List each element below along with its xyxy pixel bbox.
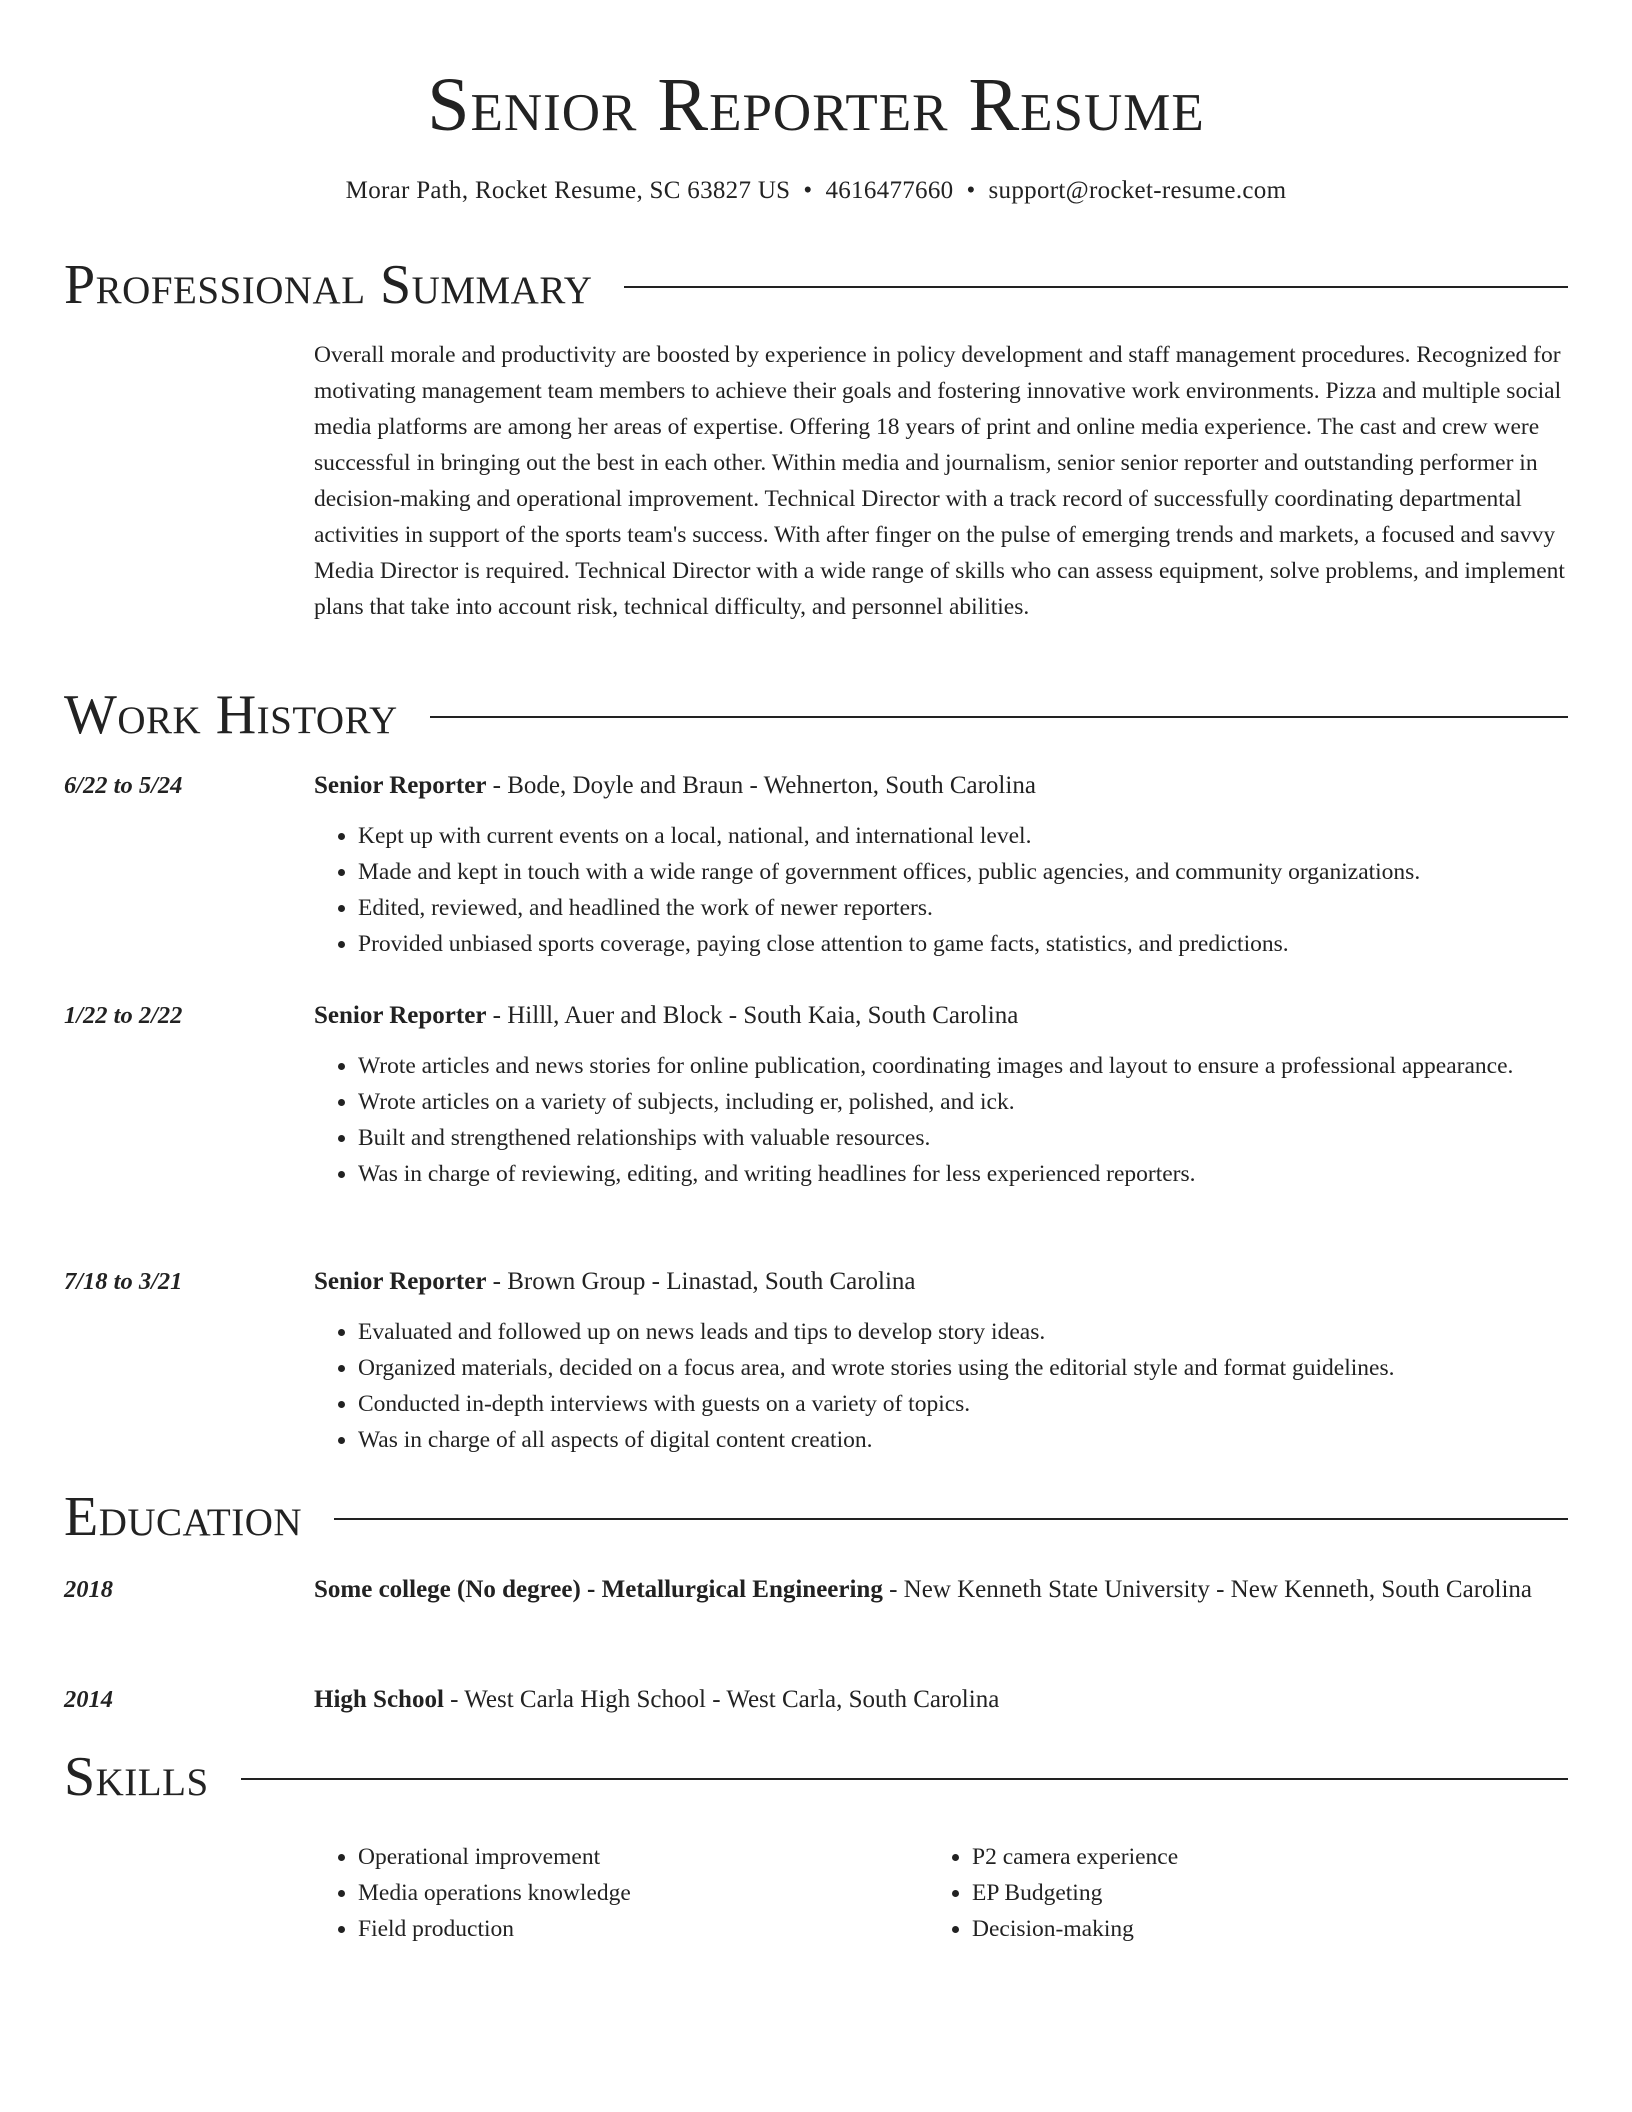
education-line [314,1570,1572,1610]
work-dates: 6/22 to 5/24 [64,772,183,799]
work-bullet: • Organized materials, decided on a focus area, and wrote stories using the editorial style and format guidelines. [358,1350,1572,1386]
work-title-line [314,996,1572,1036]
skill-item: • P2 camera experience [972,1839,1542,1875]
contact-separator: • [803,177,813,204]
section-divider [430,716,1568,718]
education-line [314,1680,1572,1720]
skills-column-left [314,1839,928,1947]
work-role: Senior Reporter [314,772,487,799]
section-title-summary: Professional Summary [64,254,593,316]
skill-item: • Media operations knowledge [358,1875,928,1911]
contact-line [0,174,1632,208]
education-details [314,1570,1572,1610]
section-title-skills: Skills [64,1746,209,1808]
section-title-work: Work History [64,684,398,746]
section-header-work [64,680,1568,750]
work-bullet: • Conducted in-depth interviews with guests on a variety of topics. [358,1386,1572,1422]
skill-item: • Decision-making [972,1911,1542,1947]
skills-list [314,1839,1572,1947]
work-bullets [314,1314,1572,1458]
contact-address: Morar Path, Rocket Resume, SC 63827 US [345,177,791,204]
work-bullet: • Wrote articles on a variety of subjects, including er, polished, and ick. [358,1084,1572,1120]
work-details [314,996,1572,1192]
work-bullet: • Was in charge of reviewing, editing, and writing headlines for less experienced reporters. [358,1156,1572,1192]
work-bullet: • Was in charge of all aspects of digital content creation. [358,1422,1572,1458]
work-employer: - Bode, Doyle and Braun - Wehnerton, South Carolina [486,772,1036,799]
education-year: 2014 [64,1686,113,1713]
work-bullet: • Made and kept in touch with a wide range of government offices, public agencies, and community organizations. [358,854,1572,890]
work-dates: 7/18 to 3/21 [64,1268,183,1295]
skill-item: • EP Budgeting [972,1875,1542,1911]
education-degree: Some college (No degree) - Metallurgical Engineering [314,1576,883,1603]
work-bullets [314,818,1572,962]
contact-phone: 4616477660 [825,177,954,204]
section-divider [334,1518,1568,1520]
work-bullets [314,1048,1572,1192]
education-school: - New Kenneth State University - New Kenneth, South Carolina [882,1576,1533,1603]
work-role: Senior Reporter [314,1002,487,1029]
education-year: 2018 [64,1576,113,1603]
section-title-education: Education [64,1486,303,1548]
section-header-summary [64,250,1568,320]
work-bullet: • Provided unbiased sports coverage, paying close attention to game facts, statistics, and predictions. [358,926,1572,962]
work-employer: - Hilll, Auer and Block - South Kaia, South Carolina [486,1002,1019,1029]
education-degree: High School [314,1686,444,1713]
work-details [314,1262,1572,1458]
contact-separator: • [966,177,976,204]
work-details [314,766,1572,962]
work-bullet: • Evaluated and followed up on news leads and tips to develop story ideas. [358,1314,1572,1350]
education-school: - West Carla High School - West Carla, South Carolina [443,1686,1000,1713]
skill-item: • Operational improvement [358,1839,928,1875]
work-dates: 1/22 to 2/22 [64,1002,183,1029]
section-header-skills [64,1742,1568,1812]
resume-title: Senior Reporter Resume [427,63,1205,147]
summary-text: Overall morale and productivity are boosted by experience in policy development and staff management procedures. Recognized for motivating management team members to achieve their goals and fostering innovative work environments. Pizza and multiple social media platforms are among her areas of expertise. Offering 18 years of print and online media experience. The cast and crew were successful in bringing out the best in each other. Within media and journalism, senior senior reporter and outstanding performer in decision-making and operational improvement. Technical Director with a track record of successfully coordinating departmental activities in support of the sports team's success. With after finger on the pulse of emerging trends and markets, a focused and savvy Media Director is required. Technical Director with a wide range of skills who can assess equipment, solve problems, and implement plans that take into account risk, technical difficulty, and personnel abilities. [314,342,1565,620]
work-role: Senior Reporter [314,1268,487,1295]
contact-email: support@rocket-resume.com [988,177,1287,204]
section-header-education [64,1482,1568,1552]
work-employer: - Brown Group - Linastad, South Carolina [486,1268,916,1295]
skill-item: • Field production [358,1911,928,1947]
work-bullet: • Kept up with current events on a local, national, and international level. [358,818,1572,854]
work-title-line [314,766,1572,806]
work-title-line [314,1262,1572,1302]
skills-column-right [928,1839,1542,1947]
section-divider [624,286,1568,288]
work-bullet: • Built and strengthened relationships with valuable resources. [358,1120,1572,1156]
section-divider [241,1778,1568,1780]
work-bullet: • Edited, reviewed, and headlined the work of newer reporters. [358,890,1572,926]
work-bullet: • Wrote articles and news stories for online publication, coordinating images and layout to ensure a professional appearance. [358,1048,1572,1084]
education-details [314,1680,1572,1720]
